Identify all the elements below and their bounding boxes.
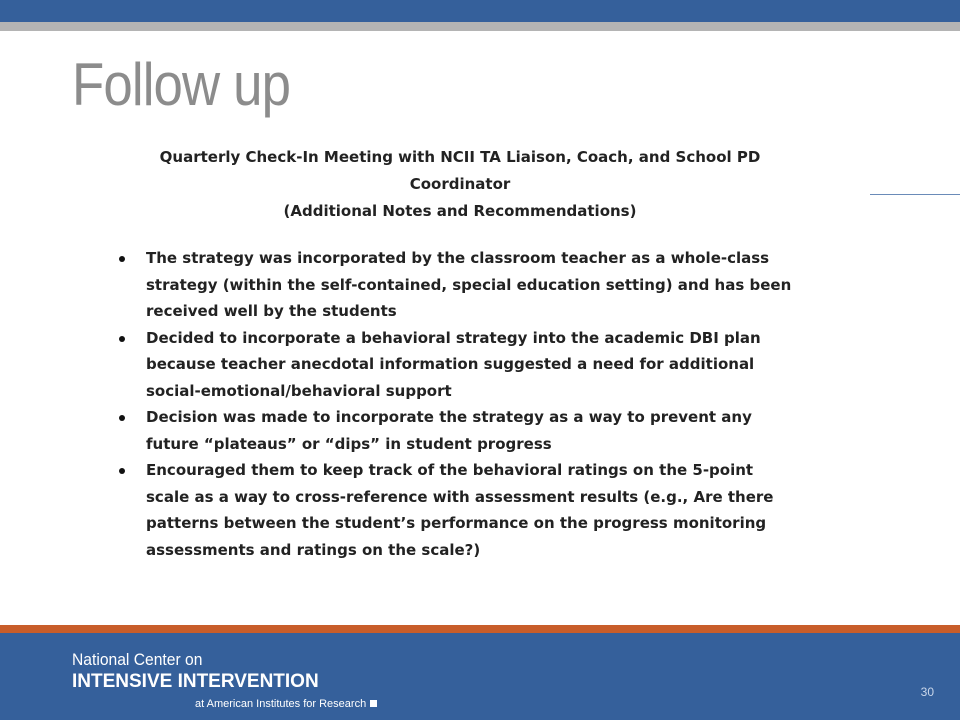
slide-title: Follow up	[72, 51, 291, 118]
bullet-line: strategy (within the self-contained, special education setting) and has been	[146, 275, 792, 294]
bullet-item	[108, 404, 826, 457]
bullet-line: future “plateaus” or “dips” in student progress	[146, 434, 552, 453]
bullet-list	[108, 245, 838, 563]
bullet-line: The strategy was incorporated by the classroom teacher as a whole-class	[146, 249, 770, 267]
bullet-dot-icon	[119, 468, 125, 474]
bullet-dot-icon	[119, 336, 125, 342]
bullet-line: scale as a way to cross-reference with assessment results (e.g., Are there	[146, 487, 774, 506]
logo-line-2: INTENSIVE INTERVENTION	[72, 671, 319, 692]
bullet-line: because teacher anecdotal information suggested a need for additional	[146, 355, 755, 373]
bullet-item	[108, 325, 826, 405]
header-divider	[0, 22, 960, 31]
bullet-dot-icon	[119, 415, 125, 421]
header-band	[0, 0, 960, 22]
bullet-line: patterns between the student’s performance on the progress monitoring	[146, 514, 767, 532]
footer	[0, 633, 960, 720]
bullet-line: received well by the students	[146, 302, 397, 320]
bullet-line: social-emotional/behavioral support	[146, 381, 452, 400]
ncii-logo	[72, 650, 377, 712]
document-heading-line: Coordinator	[409, 175, 511, 193]
document-excerpt	[108, 140, 838, 580]
logo-line-3	[195, 696, 377, 712]
bullet-item	[108, 245, 826, 325]
bullet-dot-icon	[119, 256, 125, 262]
square-icon	[370, 700, 377, 707]
decorative-line	[870, 194, 960, 195]
bullet-line: Decided to incorporate a behavioral strategy into the academic DBI plan	[146, 328, 761, 347]
document-heading-line: Quarterly Check-In Meeting with NCII TA Liaison, Coach, and School PD	[159, 148, 761, 166]
bullet-line: Decision was made to incorporate the strategy as a way to prevent any	[146, 408, 752, 426]
bullet-line: assessments and ratings on the scale?)	[146, 540, 481, 559]
document-heading	[120, 144, 800, 225]
bullet-line: Encouraged them to keep track of the behavioral ratings on the 5-point	[146, 461, 754, 479]
logo-tagline: at American Institutes for Research	[195, 698, 367, 710]
bullet-item	[108, 457, 826, 563]
document-heading-line: (Additional Notes and Recommendations)	[283, 202, 637, 220]
logo-line-1: National Center on	[72, 650, 203, 669]
page-number: 30	[920, 685, 934, 699]
footer-accent-bar	[0, 625, 960, 633]
